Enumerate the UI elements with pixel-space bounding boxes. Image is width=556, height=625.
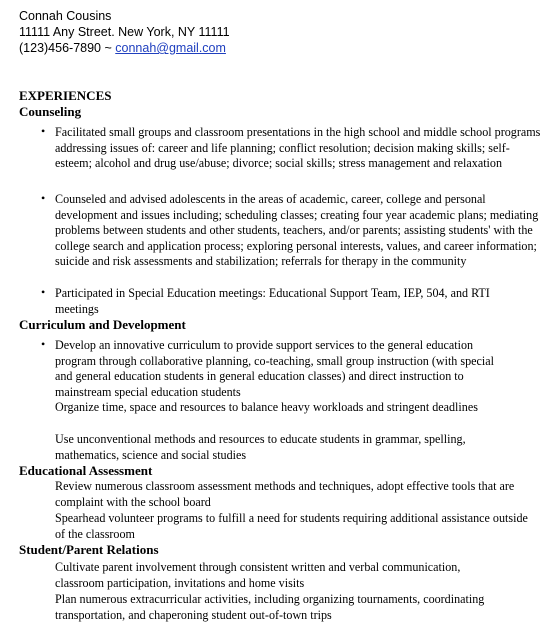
- curriculum-item-2: Organize time, space and resources to balance heavy workloads and stringent deadlines: [55, 400, 478, 414]
- heading-assessment: Educational Assessment: [19, 463, 153, 478]
- heading-counseling: Counseling: [19, 104, 82, 119]
- curriculum-item-3: Use unconventional methods and resources to educate students in grammar, spelling, mathematics, science and social studies: [55, 432, 466, 462]
- relations-item-1: Cultivate parent involvement through consistent written and verbal communication, classroom participation, invitations and home visits: [55, 560, 461, 590]
- bullet-icon: •: [41, 191, 46, 205]
- contact-phone-email: [19, 40, 230, 56]
- bullet-icon: •: [41, 124, 46, 138]
- relations-item-2: Plan numerous extracurricular activities, including organizing tournaments, coordinating transportation, and chaperoning student out-of-town trips: [55, 592, 485, 622]
- curriculum-item-1: Develop an innovative curriculum to provide support services to the general education program through collaborative planning, co-teaching, small group instruction (with special and general education students in general education classes) and direct instruction to mainstream special education students: [55, 338, 494, 399]
- bullet-icon: •: [41, 285, 46, 299]
- heading-relations: Student/Parent Relations: [19, 542, 159, 557]
- counseling-item-2: Counseled and advised adolescents in the areas of academic, career, college and personal development and issues including; scheduling classes; creating four year academic plans; mediating problems between students and other students, teachers, and/or parents; assisting students' with the college search and application process; exploring personal interests, values, and career information; suicide and risk assessments and stabilization; referrals for therapy in the community: [55, 192, 539, 269]
- contact-name: Connah Cousins: [19, 9, 112, 23]
- contact-address: 11111 Any Street. New York, NY 11111: [19, 25, 230, 39]
- assessment-item-1: Review numerous classroom assessment methods and techniques, adopt effective tools that are complaint with the school board: [55, 479, 515, 509]
- email-link[interactable]: connah@gmail.com: [115, 41, 226, 55]
- section-title: EXPERIENCES: [19, 88, 112, 103]
- assessment-item-2: Spearhead volunteer programs to fulfill a need for students requiring additional assistance outside of the classroom: [55, 511, 528, 541]
- bullet-icon: •: [41, 337, 46, 351]
- contact-block: [19, 8, 230, 56]
- contact-phone: (123)456-7890 ~: [19, 41, 116, 55]
- counseling-item-3: Participated in Special Education meetings: Educational Support Team, IEP, 504, and RTI meetings: [55, 286, 490, 316]
- heading-curriculum: Curriculum and Development: [19, 317, 186, 332]
- counseling-item-1: Facilitated small groups and classroom presentations in the high school and middle school programs addressing issues of: career and life planning; conflict resolution; decision making skills; self-esteem; alcohol and drug use/abuse; divorce; social skills; stress management and relaxation: [55, 125, 541, 171]
